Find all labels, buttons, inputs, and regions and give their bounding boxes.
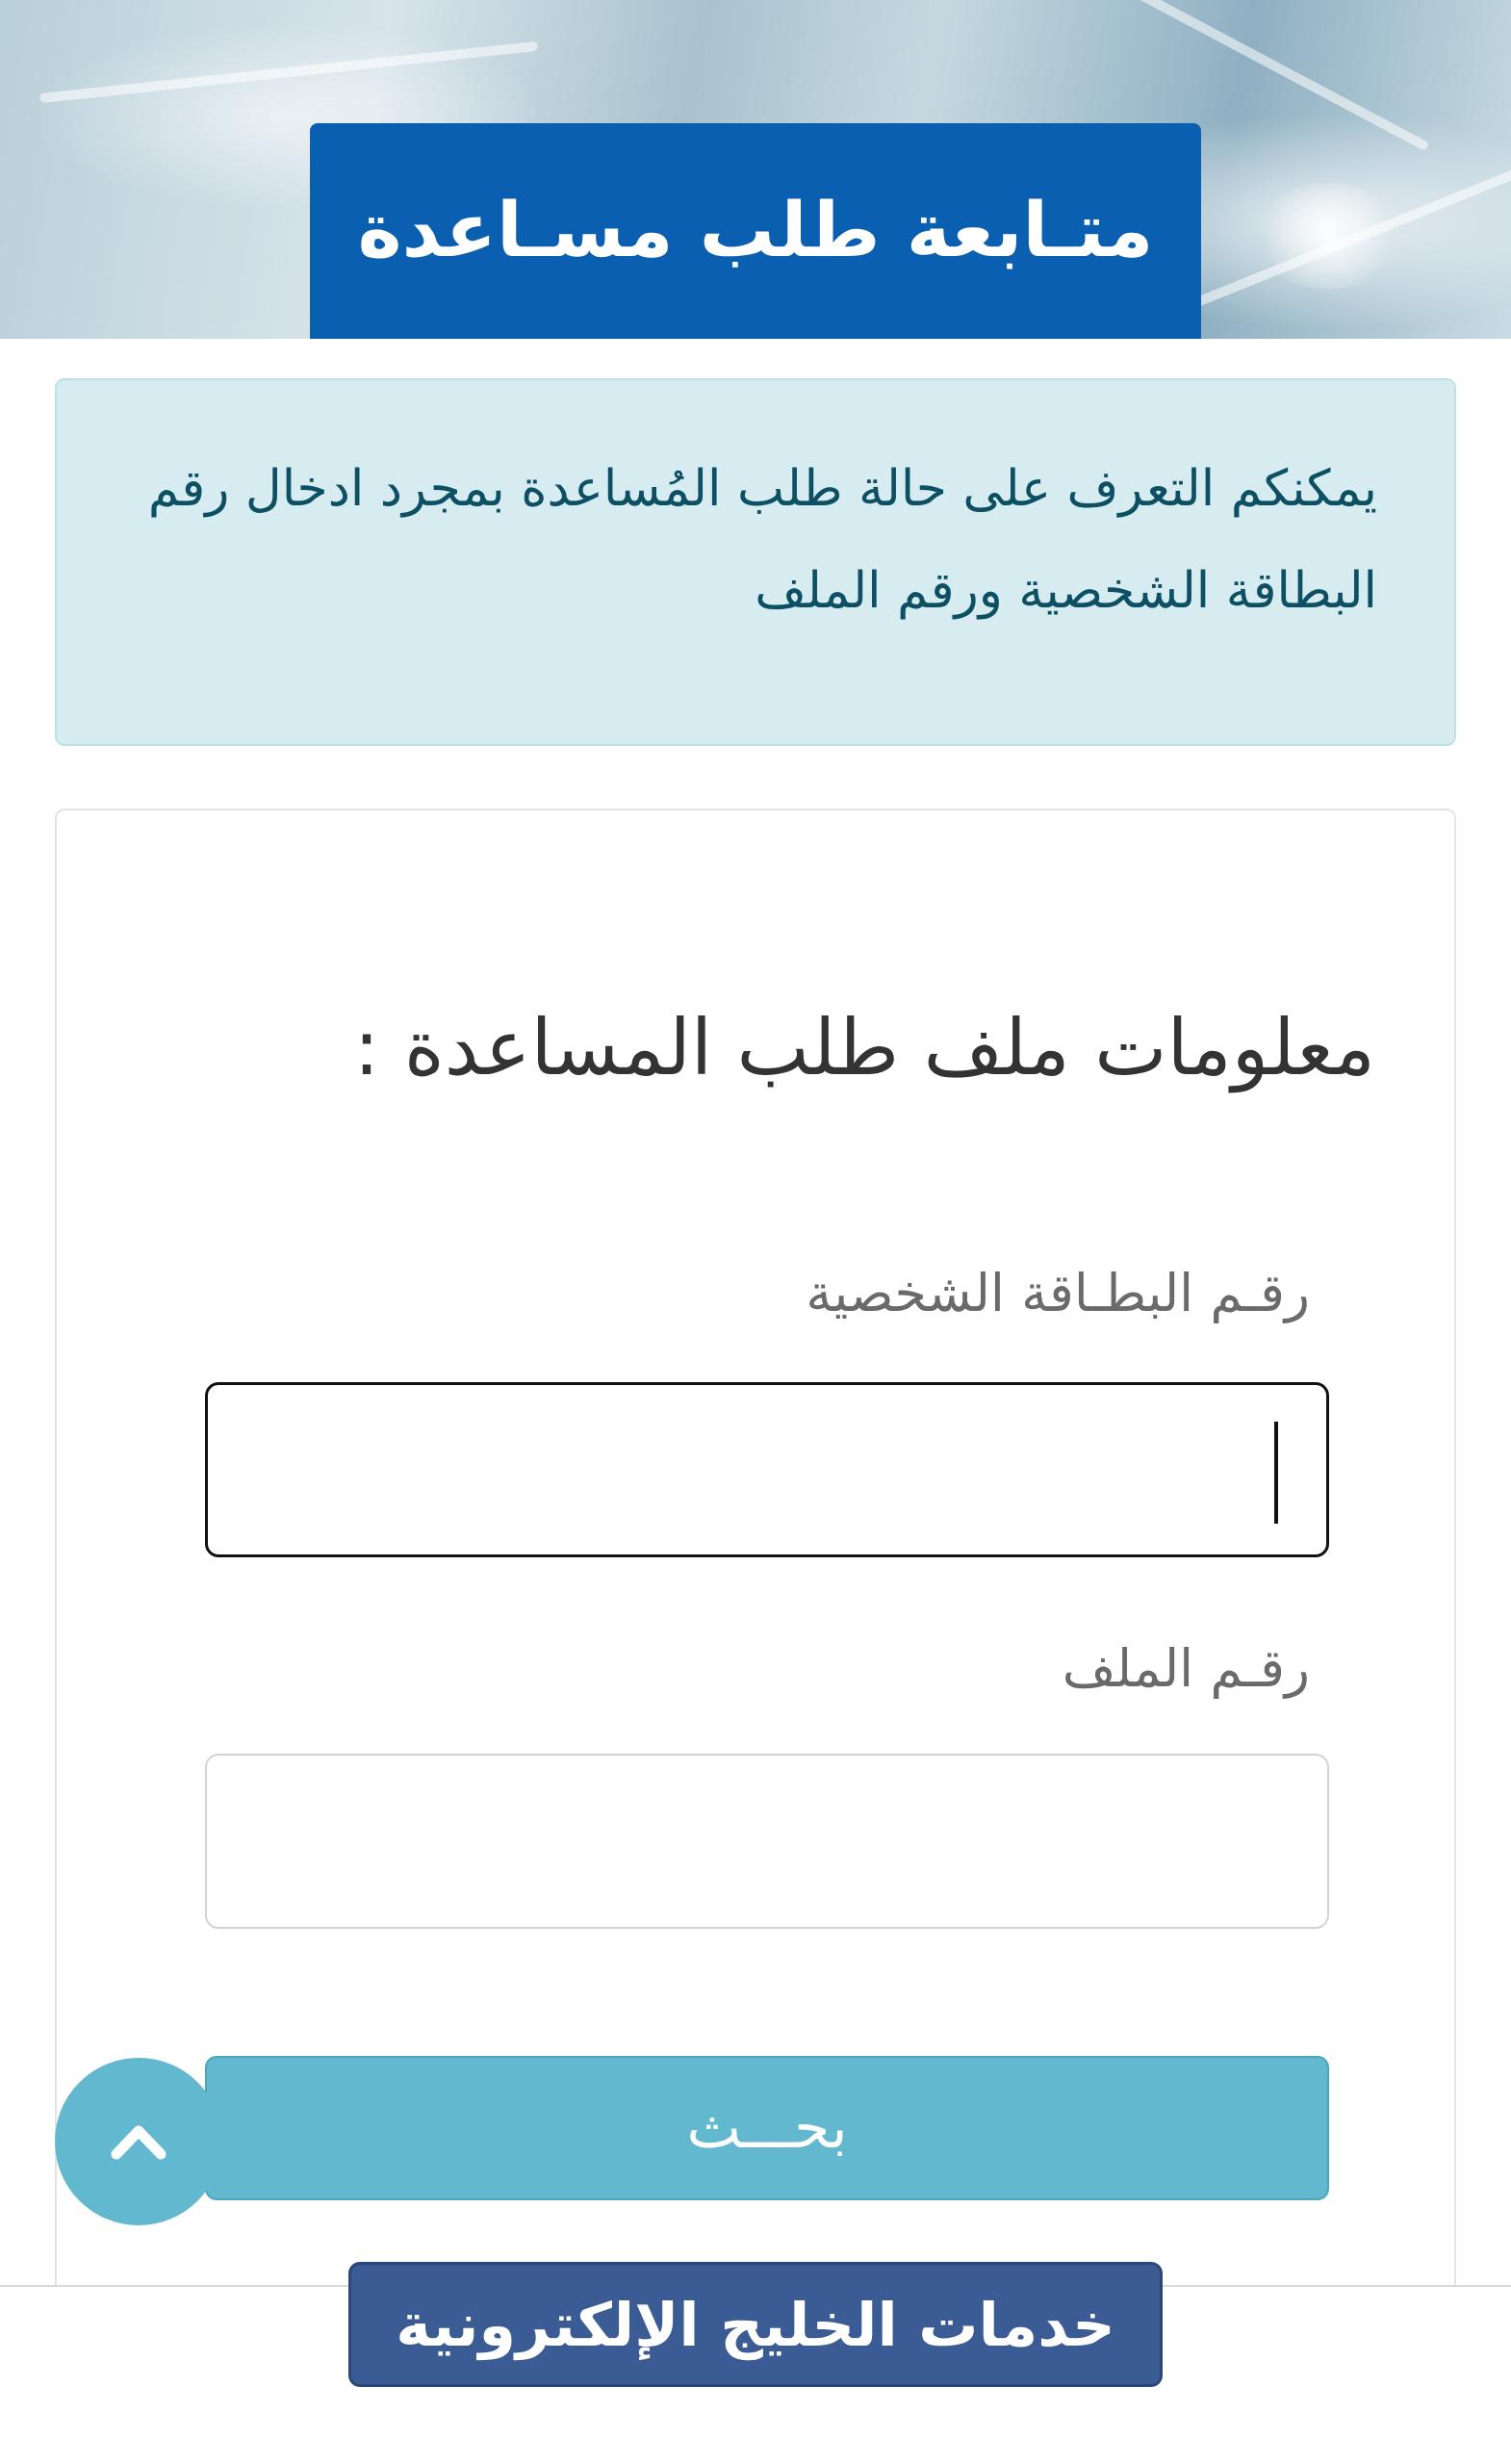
page-title: متـابعة طلب مسـاعدة [310,123,1201,339]
brand-badge: خدمات الخليج الإلكترونية [348,2262,1163,2387]
id-card-input[interactable] [205,1382,1329,1557]
chevron-up-icon [105,2108,172,2175]
search-button[interactable]: بحـــث [205,2056,1329,2200]
file-number-input[interactable] [205,1754,1329,1929]
form-title: معلومات ملف طلب المساعدة : [353,1003,1375,1092]
info-alert: يمكنكم التعرف على حالة طلب المُساعدة بمجرد ادخال رقم البطاقة الشخصية ورقم الملف [55,378,1456,746]
id-card-label: رقـم البطـاقة الشخصية [806,1263,1310,1323]
banner-decoration [39,41,538,103]
text-caret [1274,1422,1278,1524]
file-number-label: رقـم الملف [1062,1638,1310,1699]
hero-banner [0,0,1511,339]
form-card [55,808,1456,2464]
banner-decoration [1251,183,1405,289]
scroll-to-top-button[interactable] [55,2058,222,2225]
